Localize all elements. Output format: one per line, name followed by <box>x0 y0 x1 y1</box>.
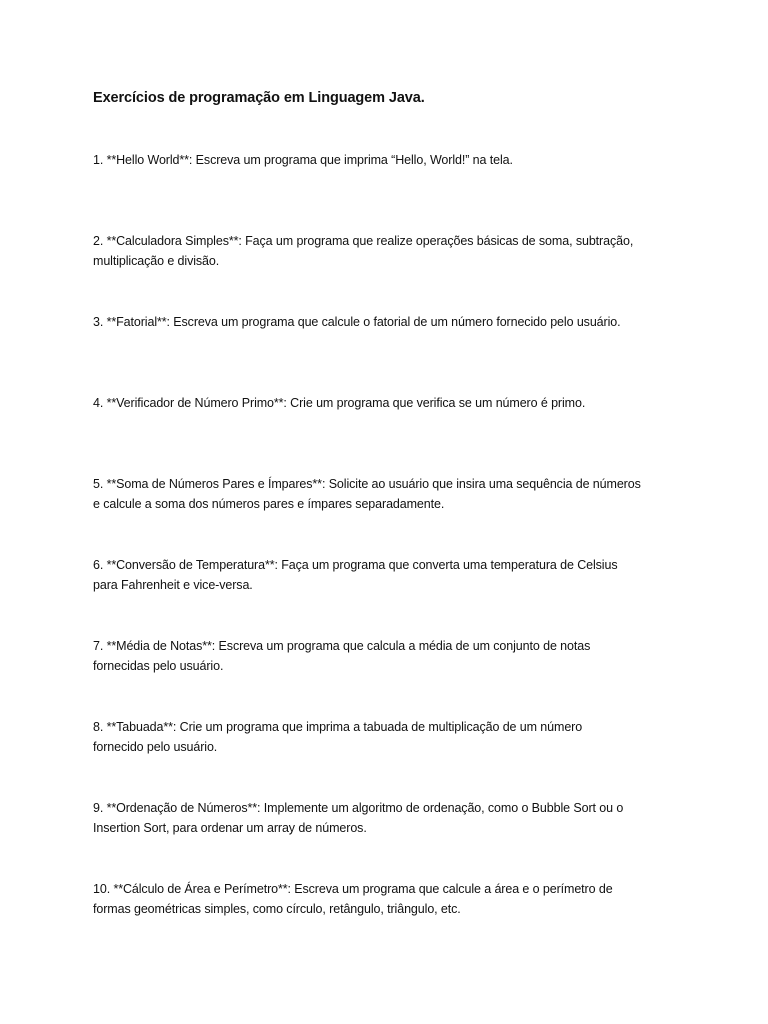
exercise-6-line-2: para Fahrenheit e vice-versa. <box>93 577 253 592</box>
exercise-9-line-1: 9. **Ordenação de Números**: Implemente um algoritmo de ordenação, como o Bubble Sort ou o <box>93 801 624 815</box>
exercise-8-line-2: fornecido pelo usuário. <box>93 739 218 754</box>
exercise-item-8 <box>93 718 681 799</box>
exercise-item-4 <box>93 394 681 475</box>
exercise-2-line-2: multiplicação e divisão. <box>93 253 220 268</box>
exercise-2-line-1: 2. **Calculadora Simples**: Faça um programa que realize operações básicas de soma, subtração, <box>93 234 634 248</box>
exercise-item-1 <box>93 151 681 232</box>
exercise-item-2 <box>93 232 681 313</box>
exercise-5-line-2: e calcule a soma dos números pares e ímpares separadamente. <box>93 496 445 511</box>
exercise-10-line-2: formas geométricas simples, como círculo, retângulo, triângulo, etc. <box>93 901 461 916</box>
exercise-6-line-1: 6. **Conversão de Temperatura**: Faça um programa que converta uma temperatura de Celsius <box>93 558 618 572</box>
exercise-5-line-1: 5. **Soma de Números Pares e Ímpares**: Solicite ao usuário que insira uma sequência de números <box>93 477 641 491</box>
exercise-item-3 <box>93 313 681 394</box>
exercise-7-line-2: fornecidas pelo usuário. <box>93 658 224 673</box>
exercise-10-line-1: 10. **Cálculo de Área e Perímetro**: Escreva um programa que calcule a área e o perímetro de <box>93 882 613 896</box>
exercise-9-line-2: Insertion Sort, para ordenar um array de números. <box>93 820 367 835</box>
exercise-list <box>93 151 681 961</box>
exercise-8-line-1: 8. **Tabuada**: Crie um programa que imprima a tabuada de multiplicação de um número <box>93 720 583 734</box>
exercise-item-6 <box>93 556 681 637</box>
exercise-1-line-1: 1. **Hello World**: Escreva um programa que imprima “Hello, World!” na tela. <box>93 153 513 167</box>
exercise-item-9 <box>93 799 681 880</box>
exercise-item-5 <box>93 475 681 556</box>
exercise-3-line-1: 3. **Fatorial**: Escreva um programa que calcule o fatorial de um número fornecido pelo usuário. <box>93 315 621 329</box>
exercise-item-7 <box>93 637 681 718</box>
document-title: Exercícios de programação em Linguagem Java. <box>93 90 425 106</box>
exercise-4-line-1: 4. **Verificador de Número Primo**: Crie um programa que verifica se um número é primo. <box>93 396 586 410</box>
exercise-item-10 <box>93 880 681 961</box>
exercise-7-line-1: 7. **Média de Notas**: Escreva um programa que calcula a média de um conjunto de notas <box>93 639 591 653</box>
